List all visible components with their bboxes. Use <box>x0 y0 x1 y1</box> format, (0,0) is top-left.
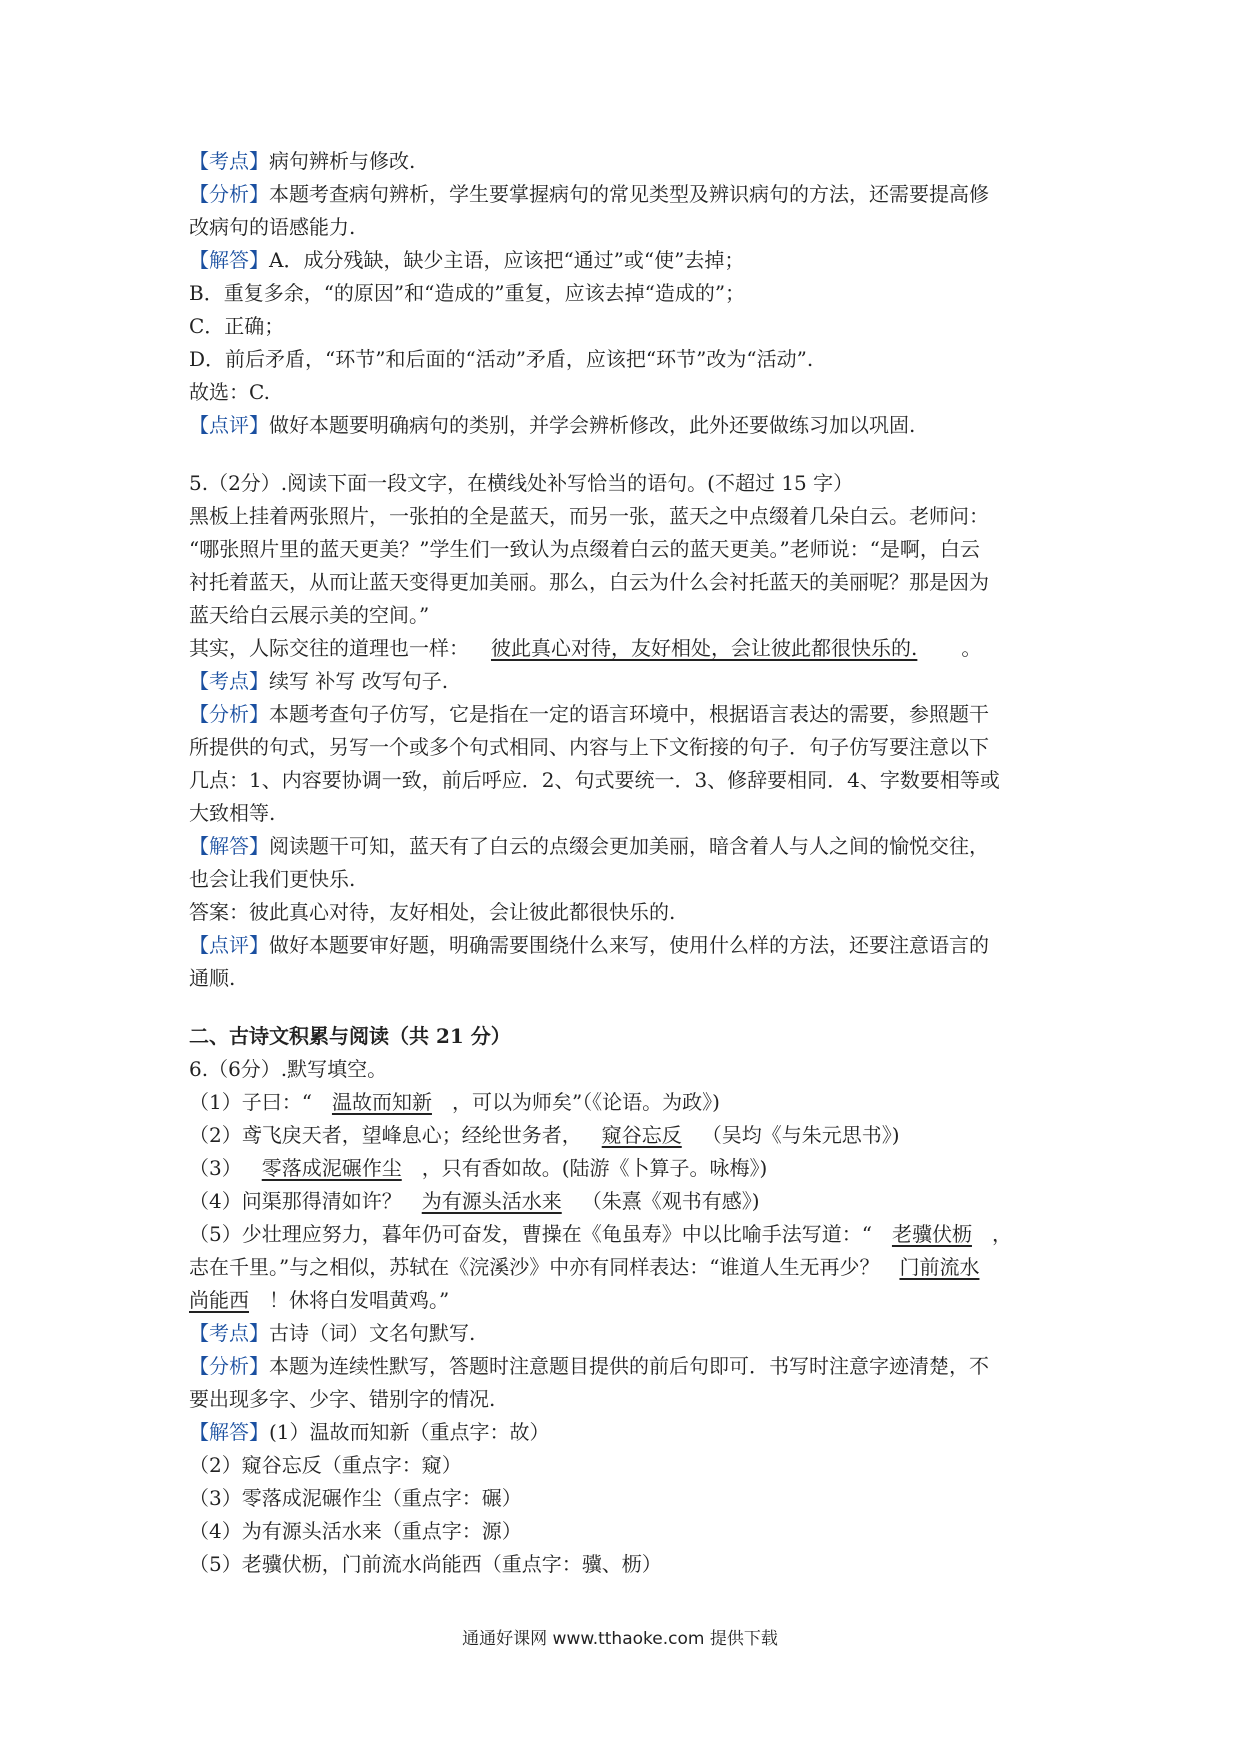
q4-dianping <box>189 409 1059 442</box>
q5-fenxi-2: 所提供的句式，另写一个或多个句式相同、内容与上下文衔接的句子．句子仿写要注意以下 <box>189 735 989 759</box>
q6-answer-5: 老骥伏枥 <box>891 1222 972 1246</box>
jieda-text: A．成分残缺，缺少主语，应该把“通过”或“使”去掉； <box>269 248 745 272</box>
q5-fill-suffix: 。 <box>961 636 982 660</box>
q5-fenxi <box>189 698 1059 731</box>
q4-jieda <box>189 244 1059 277</box>
q6-answer-4: 为有源头活水来 <box>421 1189 562 1213</box>
q5-passage-1: 黑板上挂着两张照片，一张拍的全是蓝天，而另一张，蓝天之中点缀着几朵白云。老师问： <box>189 504 989 528</box>
q5-dianping-2: 通顺. <box>189 966 236 990</box>
fenxi-text: 本题考查句子仿写，它是指在一定的语言环境中，根据语言表达的需要，参照题干 <box>269 702 989 726</box>
fenxi-tag: 【分析】 <box>189 182 269 206</box>
q6-kaodian <box>189 1317 1059 1350</box>
kaodian-text: 病句辨析与修改. <box>269 149 416 173</box>
jieda-tag: 【解答】 <box>189 248 269 272</box>
q6-jieda <box>189 1416 1059 1449</box>
dianping-text: 做好本题要明确病句的类别，并学会辨析修改，此外还要做练习加以巩固. <box>269 413 916 437</box>
q6-item-3: （3） 零落成泥碾作尘 ，只有香如故。(陆游《卜算子。咏梅》) <box>189 1156 768 1180</box>
q6-jieda-2: （2）窥谷忘反（重点字：窥） <box>189 1453 462 1477</box>
q5-fill-line <box>189 632 1059 665</box>
q6-item-5: （5）少壮理应努力，暮年仍可奋发，曹操在《龟虽寿》中以比喻手法写道：“ 老骥伏枥 ， <box>189 1222 1012 1246</box>
q6-jieda-3: （3）零落成泥碾作尘（重点字：碾） <box>189 1486 522 1510</box>
q5-kaodian <box>189 665 1059 698</box>
q6-item-5-end: 尚能西 ！休将白发唱黄鸡。” <box>189 1288 450 1312</box>
q6-answer-6a: 门前流水 <box>899 1255 980 1279</box>
q6-item-2: （2）鸢飞戾天者，望峰息心；经纶世务者， 窥谷忘反 （吴均《与朱元思书》) <box>189 1123 900 1147</box>
q6-jieda-5: （5）老骥伏枥，门前流水尚能西（重点字：骥、枥） <box>189 1552 662 1576</box>
q6-jieda-4: （4）为有源头活水来（重点字：源） <box>189 1519 522 1543</box>
q6-fenxi <box>189 1350 1059 1383</box>
q5-passage-4: 蓝天给白云展示美的空间。” <box>189 603 430 627</box>
q4-jieda-b: B．重复多余，“的原因”和“造成的”重复，应该去掉“造成的”； <box>189 281 746 305</box>
kaodian-text: 古诗（词）文名句默写. <box>269 1321 476 1345</box>
dianping-tag: 【点评】 <box>189 933 269 957</box>
jieda-tag: 【解答】 <box>189 1420 269 1444</box>
fenxi-tag: 【分析】 <box>189 702 269 726</box>
q4-answer: 故选：C. <box>189 380 270 404</box>
section-heading: 二、古诗文积累与阅读（共 21 分） <box>189 1024 511 1048</box>
jieda-text: 阅读题干可知，蓝天有了白云的点缀会更加美丽，暗含着人与人之间的愉悦交往， <box>269 834 989 858</box>
q6-answer-6b: 尚能西 <box>189 1288 249 1312</box>
fenxi-text: 本题为连续性默写，答题时注意题目提供的前后句即可．书写时注意字迹清楚，不 <box>269 1354 989 1378</box>
q5-passage-3: 衬托着蓝天，从而让蓝天变得更加美丽。那么，白云为什么会衬托蓝天的美丽呢？那是因为 <box>189 570 989 594</box>
dianping-tag: 【点评】 <box>189 413 269 437</box>
jieda-tag: 【解答】 <box>189 834 269 858</box>
kaodian-tag: 【考点】 <box>189 669 269 693</box>
q5-stem: 5.（2分）.阅读下面一段文字，在横线处补写恰当的语句。(不超过 15 字） <box>189 471 854 495</box>
q4-fenxi <box>189 178 1059 211</box>
q4-kaodian <box>189 145 1059 178</box>
page-footer: 通通好课网 www.tthaoke.com 提供下载 <box>462 1629 778 1649</box>
q4-jieda-d: D．前后矛盾，“环节”和后面的“活动”矛盾，应该把“环节”改为“活动”. <box>189 347 814 371</box>
kaodian-tag: 【考点】 <box>189 149 269 173</box>
jieda-text: (1）温故而知新（重点字：故） <box>269 1420 550 1444</box>
q6-answer-2: 窥谷忘反 <box>601 1123 682 1147</box>
q5-dianping <box>189 929 1059 962</box>
kaodian-text: 续写 补写 改写句子. <box>269 669 449 693</box>
document-body <box>189 145 1059 1581</box>
q6-item-1: （1）子曰：“ 温故而知新 ，可以为师矣”（《论语。为政》) <box>189 1090 720 1114</box>
q5-fill-prefix: 其实，人际交往的道理也一样： <box>189 636 469 660</box>
q6-item-4: （4）问渠那得清如许？ 为有源头活水来 （朱熹《观书有感》) <box>189 1189 760 1213</box>
dianping-text: 做好本题要审好题，明确需要围绕什么来写，使用什么样的方法，还要注意语言的 <box>269 933 989 957</box>
q6-item-5-cont: 志在千里。”与之相似，苏轼在《浣溪沙》中亦有同样表达：“谁道人生无再少？ 门前流水 <box>189 1255 980 1279</box>
q6-fenxi-2: 要出现多字、少字、错别字的情况. <box>189 1387 496 1411</box>
q5-fill-answer: 彼此真心对待，友好相处，会让彼此都很快乐的. <box>491 636 918 660</box>
q5-jieda-2: 也会让我们更快乐. <box>189 867 356 891</box>
kaodian-tag: 【考点】 <box>189 1321 269 1345</box>
q6-answer-1: 温故而知新 <box>331 1090 432 1114</box>
q4-jieda-c: C．正确； <box>189 314 285 338</box>
fenxi-text: 本题考查病句辨析，学生要掌握病句的常见类型及辨识病句的方法，还需要提高修 <box>269 182 989 206</box>
q6-answer-3: 零落成泥碾作尘 <box>261 1156 402 1180</box>
q5-passage-2: “哪张照片里的蓝天更美？”学生们一致认为点缀着白云的蓝天更美。”老师说：“是啊，白云 <box>189 537 980 561</box>
fenxi-tag: 【分析】 <box>189 1354 269 1378</box>
q5-jieda <box>189 830 1059 863</box>
q5-answer: 答案：彼此真心对待，友好相处，会让彼此都很快乐的. <box>189 900 676 924</box>
q6-stem: 6.（6分）.默写填空。 <box>189 1057 388 1081</box>
q5-fenxi-4: 大致相等. <box>189 801 276 825</box>
q4-fenxi-cont: 改病句的语感能力. <box>189 215 356 239</box>
q5-fenxi-3: 几点：1、内容要协调一致，前后呼应．2、句式要统一．3、修辞要相同．4、字数要相等或 <box>189 768 1000 792</box>
